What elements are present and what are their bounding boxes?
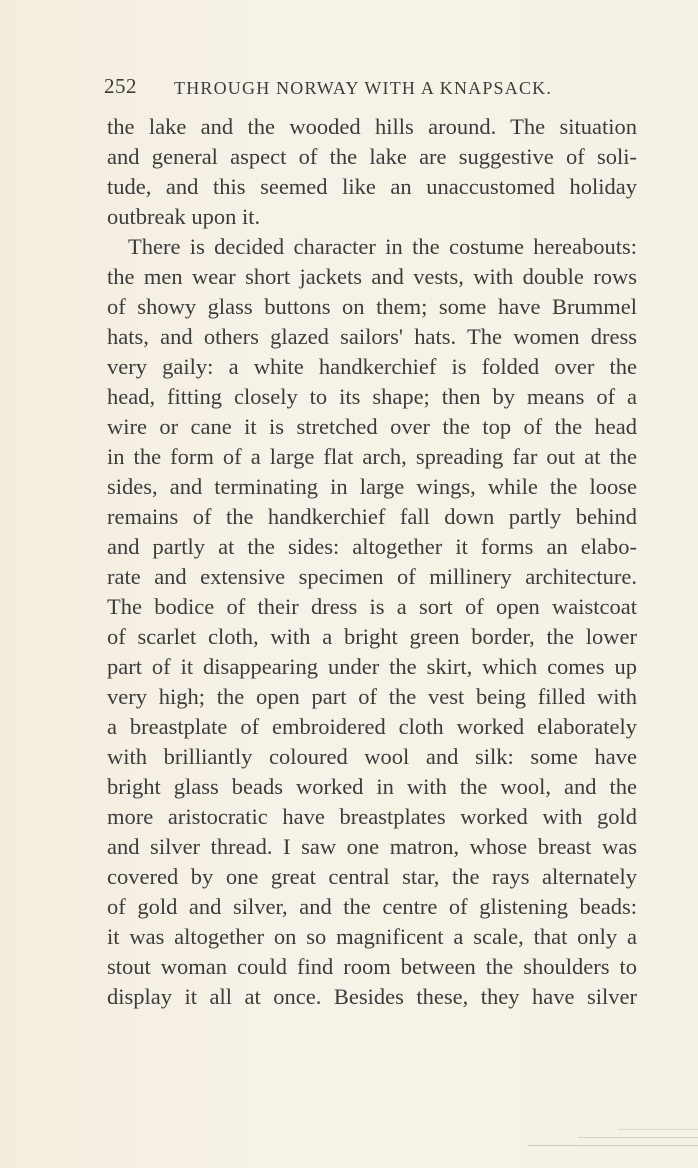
text-line: of gold and silver, and the centre of glistening beads: <box>107 894 637 919</box>
text-line: bright glass beads worked in with the wool, and the <box>107 774 637 799</box>
text-line: very high; the open part of the vest being filled with <box>107 684 637 709</box>
page-edge-rule <box>618 1129 698 1130</box>
text-line: of scarlet cloth, with a bright green border, the lower <box>107 624 637 649</box>
text-line: tude, and this seemed like an unaccustomed holiday <box>107 174 637 199</box>
text-line: hats, and others glazed sailors' hats. The women dress <box>107 324 637 349</box>
page-edge-rule <box>578 1137 698 1138</box>
text-line: The bodice of their dress is a sort of open waistcoat <box>107 594 637 619</box>
text-line: outbreak upon it. <box>107 204 261 229</box>
paragraph-start-line: There is decided character in the costume hereabouts: <box>128 234 637 259</box>
page-number: 252 <box>104 74 137 98</box>
text-line: part of it disappearing under the skirt, which comes up <box>107 654 637 679</box>
text-line: wire or cane it is stretched over the top of the head <box>107 414 637 439</box>
text-line: and partly at the sides: altogether it forms an elabo- <box>107 534 637 559</box>
text-line: stout woman could find room between the shoulders to <box>107 954 637 979</box>
text-line: very gaily: a white handkerchief is folded over the <box>107 354 637 379</box>
text-line: display it all at once. Besides these, they have silver <box>107 984 637 1009</box>
text-line: covered by one great central star, the rays alternately <box>107 864 637 889</box>
text-line: more aristocratic have breastplates worked with gold <box>107 804 637 829</box>
text-line: a breastplate of embroidered cloth worked elaborately <box>107 714 637 739</box>
running-head: THROUGH NORWAY WITH A KNAPSACK. <box>174 78 553 98</box>
text-line: of showy glass buttons on them; some have Brummel <box>107 294 637 319</box>
text-line: it was altogether on so magnificent a scale, that only a <box>107 924 637 949</box>
text-line: and general aspect of the lake are suggestive of soli- <box>107 144 637 169</box>
text-line: sides, and terminating in large wings, while the loose <box>107 474 637 499</box>
text-line: rate and extensive specimen of millinery architecture. <box>107 564 637 589</box>
text-line: with brilliantly coloured wool and silk: some have <box>107 744 637 769</box>
text-line: in the form of a large flat arch, spreading far out at the <box>107 444 637 469</box>
text-line: and silver thread. I saw one matron, whose breast was <box>107 834 637 859</box>
text-line: the men wear short jackets and vests, with double rows <box>107 264 637 289</box>
page-header <box>104 74 584 104</box>
page-edge-rule <box>528 1145 698 1146</box>
text-line: the lake and the wooded hills around. The situation <box>107 114 637 139</box>
text-line: head, fitting closely to its shape; then by means of a <box>107 384 637 409</box>
text-line: remains of the handkerchief fall down partly behind <box>107 504 637 529</box>
